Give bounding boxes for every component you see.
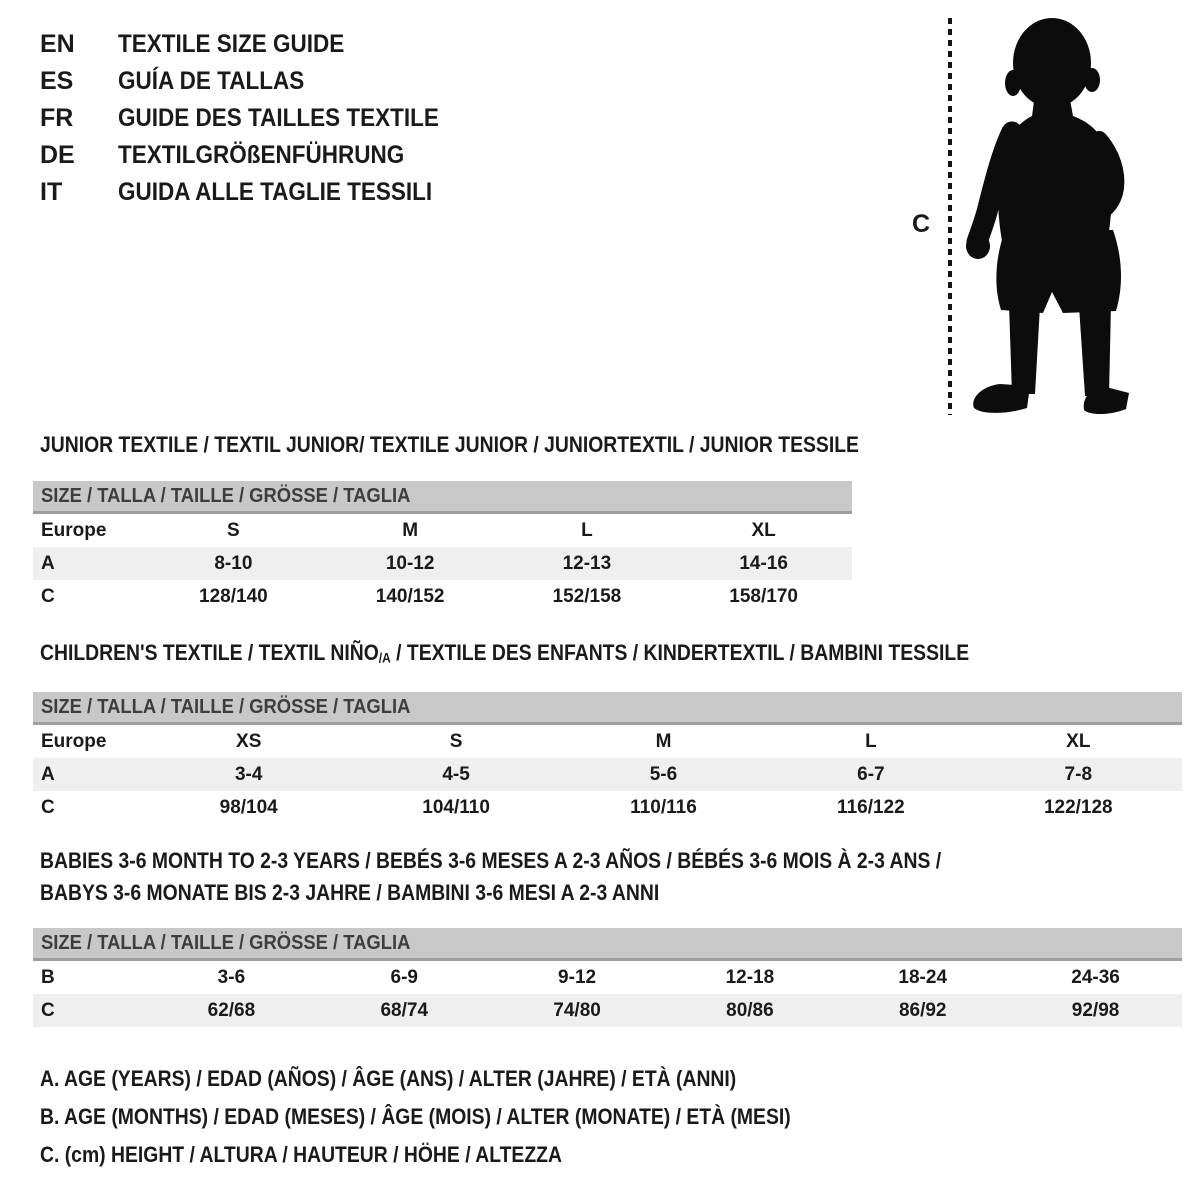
table-cell: 4-5 (442, 763, 470, 785)
table-cell: 9-12 (558, 966, 597, 988)
language-row (40, 63, 475, 100)
toddler-silhouette-image (966, 16, 1136, 415)
height-measure-label: C (912, 210, 931, 238)
table-cell: 8-10 (214, 552, 253, 574)
table-cell: 80/86 (726, 999, 774, 1021)
table-row (33, 791, 1182, 824)
table-cell: 12-13 (562, 552, 612, 574)
footnote-list (40, 1066, 893, 1180)
height-measure-dashed-line (948, 18, 952, 415)
table-cell: 74/80 (553, 999, 601, 1021)
language-row (40, 100, 475, 137)
table-row (33, 994, 1182, 1027)
table-cell: 140/152 (375, 585, 445, 607)
table-cell: 12-18 (725, 966, 775, 988)
language-row (40, 26, 475, 63)
table-cell: 86/92 (898, 999, 947, 1021)
size-header-bar: SIZE / TALLA / TAILLE / GRÖSSE / TAGLIA (33, 928, 1182, 961)
nino-a-subscript: /A (378, 650, 391, 666)
language-code: ES (40, 67, 74, 95)
babies-table (33, 961, 1182, 1027)
language-code: FR (40, 104, 74, 132)
children-size-table (33, 692, 1182, 824)
row-label: A (41, 552, 55, 574)
table-cell: 92/98 (1071, 999, 1120, 1021)
babies-title-line2: BABYS 3-6 MONATE BIS 2-3 JAHRE / BAMBINI 3-6 MESI A 2-3 ANNI (40, 880, 660, 905)
table-row (33, 580, 852, 613)
children-section-title: CHILDREN'S TEXTILE / TEXTIL NIÑO/A / TEXTILE DES ENFANTS / KINDERTEXTIL / BAMBINI TESSILE (40, 640, 970, 666)
babies-title-line1: BABIES 3-6 MONTH TO 2-3 YEARS / BEBÉS 3-6 MESES A 2-3 AÑOS / BÉBÉS 3-6 MOIS À 2-3 ANS / (40, 848, 942, 873)
table-cell: 6-7 (857, 763, 885, 785)
row-label: Europe (41, 519, 107, 541)
table-cell: 10-12 (385, 552, 435, 574)
table-row (33, 547, 852, 580)
table-cell: XL (1066, 730, 1091, 752)
table-row (33, 514, 852, 547)
table-row (33, 961, 1182, 994)
language-title-list (40, 26, 475, 211)
table-cell: 122/128 (1043, 796, 1113, 818)
table-cell: L (581, 519, 593, 541)
table-cell: 24-36 (1071, 966, 1120, 988)
children-table (33, 725, 1182, 824)
table-cell: 98/104 (219, 796, 278, 818)
size-header-bar: SIZE / TALLA / TAILLE / GRÖSSE / TAGLIA (33, 481, 852, 514)
table-cell: 68/74 (380, 999, 429, 1021)
row-label: C (41, 999, 55, 1021)
table-cell: M (402, 519, 419, 541)
table-cell: 110/116 (630, 796, 697, 818)
table-cell: 3-6 (217, 966, 246, 988)
babies-size-table (33, 928, 1182, 1027)
row-label: A (41, 763, 55, 785)
row-label: B (41, 966, 55, 988)
table-cell: 152/158 (552, 585, 622, 607)
footnote-b: B. AGE (MONTHS) / EDAD (MESES) / ÂGE (MOIS) / ALTER (MONATE) / ETÀ (MESI) (40, 1104, 791, 1129)
table-cell: 7-8 (1064, 763, 1093, 785)
junior-table (33, 514, 852, 613)
table-cell: XS (236, 730, 262, 752)
language-code: DE (40, 141, 75, 169)
table-row (33, 758, 1182, 791)
footnote-a: A. AGE (YEARS) / EDAD (AÑOS) / ÂGE (ANS) / ALTER (JAHRE) / ETÀ (ANNI) (40, 1066, 737, 1091)
table-cell: 104/110 (422, 796, 490, 818)
guide-title-es: GUÍA DE TALLAS (118, 67, 305, 95)
table-cell: 18-24 (898, 966, 948, 988)
row-label: C (41, 585, 55, 607)
language-code: EN (40, 30, 75, 58)
table-cell: S (449, 730, 463, 752)
size-header-bar: SIZE / TALLA / TAILLE / GRÖSSE / TAGLIA (33, 692, 1182, 725)
footnote-c: C. (cm) HEIGHT / ALTURA / HAUTEUR / HÖHE / ALTEZZA (40, 1142, 562, 1167)
table-cell: XL (751, 519, 776, 541)
babies-section-title (40, 848, 1064, 906)
table-cell: 5-6 (649, 763, 678, 785)
table-cell: S (227, 519, 240, 541)
table-cell: 3-4 (234, 763, 263, 785)
guide-title-it: GUIDA ALLE TAGLIE TESSILI (118, 178, 433, 206)
table-cell: 128/140 (199, 585, 268, 607)
table-cell: L (865, 730, 877, 752)
table-cell: 116/122 (837, 796, 905, 818)
language-code: IT (40, 178, 63, 206)
language-row (40, 137, 475, 174)
guide-title-de: TEXTILGRÖßENFÜHRUNG (118, 141, 405, 169)
junior-section-title: JUNIOR TEXTILE / TEXTIL JUNIOR/ TEXTILE JUNIOR / JUNIORTEXTIL / JUNIOR TESSILE (40, 432, 859, 457)
guide-title-fr: GUIDE DES TAILLES TEXTILE (118, 104, 439, 132)
language-row (40, 174, 475, 211)
table-cell: 62/68 (207, 999, 256, 1021)
table-row (33, 725, 1182, 758)
table-cell: 14-16 (739, 552, 788, 574)
table-cell: 158/170 (729, 585, 798, 607)
junior-size-table (33, 481, 852, 613)
guide-title-en: TEXTILE SIZE GUIDE (118, 30, 345, 58)
row-label: C (41, 796, 55, 818)
row-label: Europe (41, 730, 107, 752)
table-cell: M (655, 730, 672, 752)
table-cell: 6-9 (390, 966, 418, 988)
